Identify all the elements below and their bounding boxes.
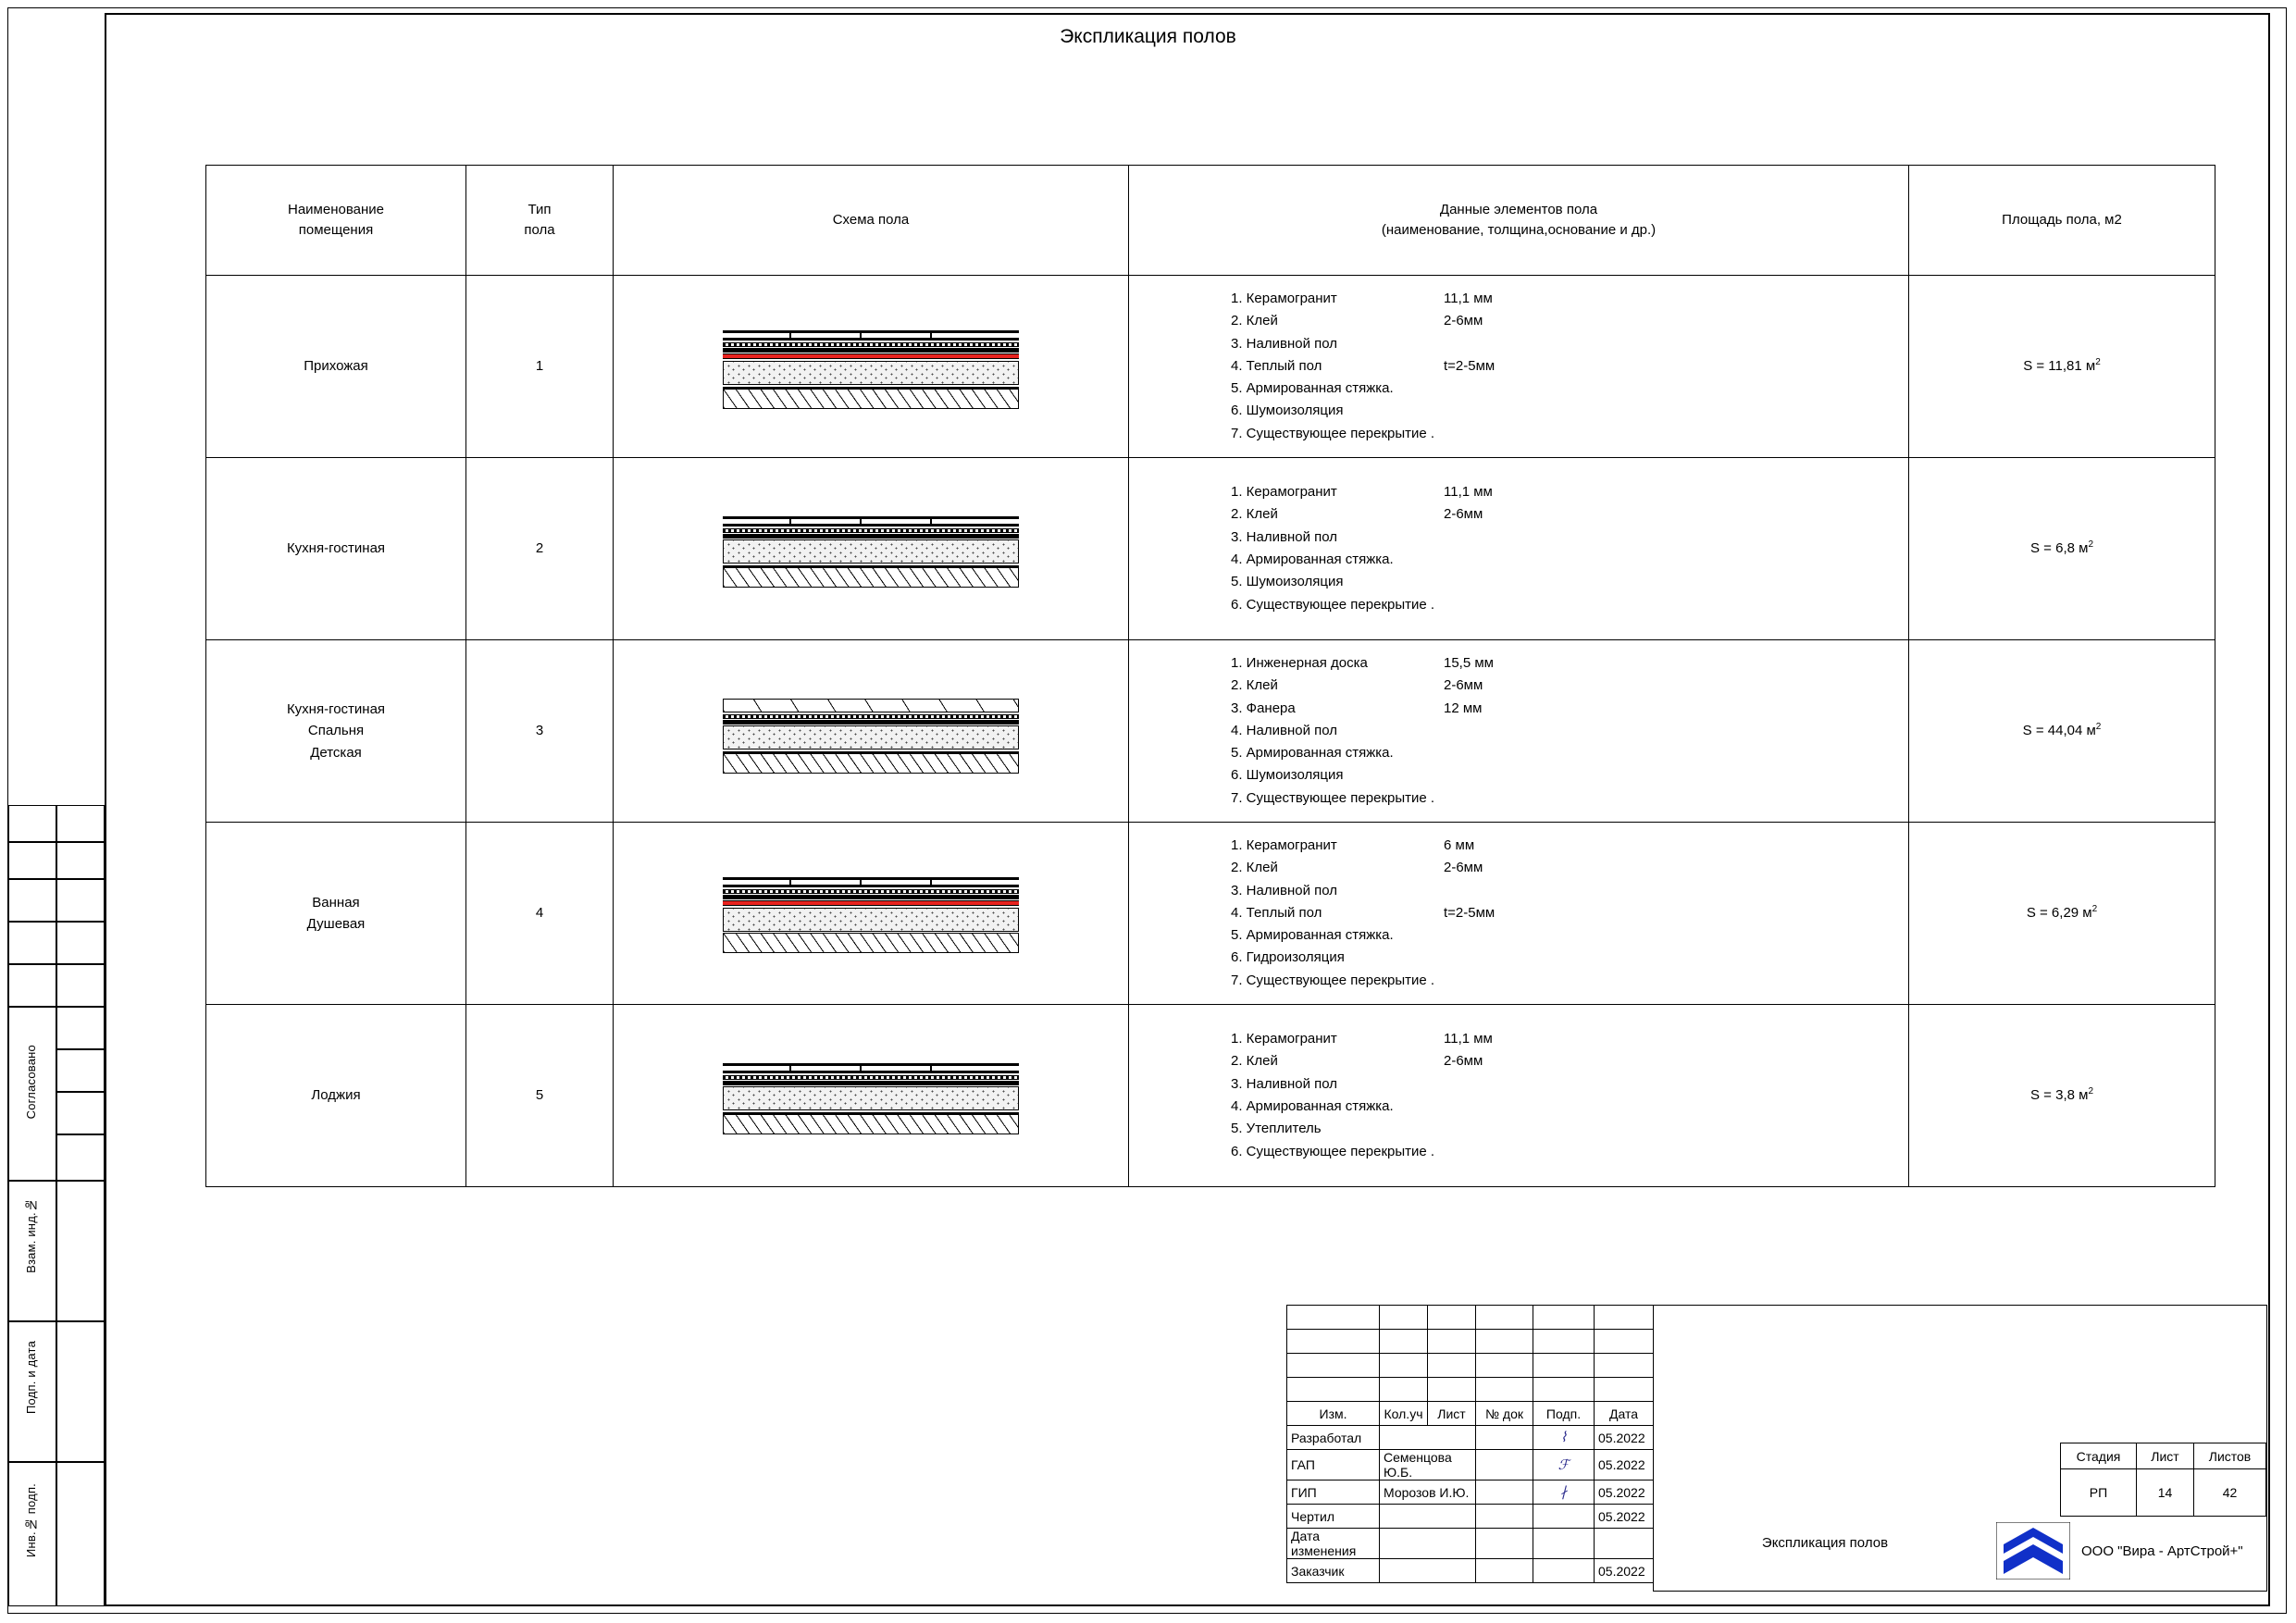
row-floor-data	[1129, 1005, 1909, 1187]
stamp-role: ГИП	[1287, 1481, 1380, 1505]
row-floor-type: 4	[466, 823, 614, 1005]
layer-value: t=2-5мм	[1444, 357, 1496, 374]
area-unit-sup: 2	[2095, 357, 2101, 368]
floor-layer-item	[1231, 857, 1908, 879]
row-floor-type: 1	[466, 276, 614, 458]
stamp-cell	[1476, 1354, 1533, 1378]
row-room-name	[206, 640, 466, 823]
floor-layer-item	[1231, 378, 1908, 400]
layer-name: 5. Армированная стяжка.	[1231, 745, 1394, 762]
stamp-person-name	[1380, 1426, 1476, 1450]
stamp-cell	[1476, 1306, 1533, 1330]
area-value: S = 6,29 м	[2026, 905, 2092, 922]
layer-name: 2. Клей	[1231, 313, 1278, 329]
stamp-date: 05.2022	[1595, 1426, 1654, 1450]
floor-layer-item	[1231, 355, 1908, 378]
floor-layer-item	[1231, 720, 1908, 742]
stamp-cell	[1476, 1378, 1533, 1402]
area-value: S = 11,81 м	[2023, 358, 2096, 375]
layer-name: 1. Инженерная доска	[1231, 654, 1368, 671]
left-grid-cell	[8, 922, 56, 964]
left-grid-cell	[8, 964, 56, 1007]
area-value: S = 3,8 м	[2030, 1087, 2089, 1104]
stamp-cell	[1428, 1330, 1476, 1354]
header-floor-scheme: Схема пола	[614, 166, 1129, 276]
header-floor-area: Площадь пола, м2	[1909, 166, 2215, 276]
layer-name: 3. Фанера	[1231, 700, 1296, 716]
row-floor-data	[1129, 276, 1909, 458]
stamp-role: Заказчик	[1287, 1559, 1380, 1583]
company-name: ООО "Вира - АртСтрой+"	[2081, 1542, 2243, 1559]
row-scheme	[614, 823, 1129, 1005]
stamp-cell	[1287, 1354, 1380, 1378]
left-grid-cell	[56, 1007, 105, 1049]
layer-name: 2. Клей	[1231, 506, 1278, 523]
table-row	[206, 823, 2215, 1005]
floor-layers-list	[1129, 481, 1908, 616]
left-grid-cell	[56, 964, 105, 1007]
stamp-cell	[1533, 1306, 1595, 1330]
area-value: S = 44,04 м	[2022, 723, 2096, 739]
header-floor-data	[1129, 166, 1909, 276]
layer-name: 6. Существующее перекрытие .	[1231, 596, 1435, 613]
left-grid-cell	[56, 1462, 105, 1606]
company-block	[1996, 1520, 2265, 1581]
floor-layer-item	[1231, 1028, 1908, 1050]
layer-name: 7. Существующее перекрытие .	[1231, 972, 1435, 988]
left-grid-cell	[56, 1134, 105, 1181]
signature-mark: ℱ	[1558, 1457, 1570, 1473]
row-scheme	[614, 1005, 1129, 1187]
layer-name: 2. Клей	[1231, 860, 1278, 876]
row-floor-type: 2	[466, 458, 614, 640]
layer-name: 2. Клей	[1231, 1053, 1278, 1070]
stamp-signature	[1533, 1481, 1595, 1505]
row-floor-area	[1909, 458, 2215, 640]
stamp-cell	[1476, 1330, 1533, 1354]
stamp-numdoc-cell	[1476, 1559, 1533, 1583]
stamp-blank-row	[1287, 1330, 1654, 1354]
layer-value: 2-6мм	[1444, 1053, 1483, 1070]
signature-mark: ∤	[1559, 1485, 1568, 1500]
stamp-person-name: Семенцова Ю.Б.	[1380, 1450, 1476, 1481]
layer-name: 6. Гидроизоляция	[1231, 949, 1345, 966]
layer-name: 5. Армированная стяжка.	[1231, 927, 1394, 944]
stamp-cell	[1287, 1306, 1380, 1330]
company-logo-icon	[1996, 1522, 2070, 1580]
layer-value: 2-6мм	[1444, 506, 1483, 523]
left-label-box-vzam	[8, 1181, 56, 1321]
left-grid-cell	[56, 1321, 105, 1462]
sheet-info-stage: РП	[2061, 1469, 2137, 1517]
stamp-person-name	[1380, 1559, 1476, 1583]
stamp-signature	[1533, 1505, 1595, 1529]
stamp-col-list: Лист	[1428, 1402, 1476, 1426]
floor-layer-item	[1231, 764, 1908, 787]
row-floor-type: 5	[466, 1005, 614, 1187]
stamp-cell	[1287, 1330, 1380, 1354]
layer-name: 1. Керамогранит	[1231, 290, 1337, 306]
layer-name: 5. Утеплитель	[1231, 1121, 1322, 1137]
floor-layer-item	[1231, 310, 1908, 332]
row-scheme	[614, 458, 1129, 640]
stamp-cell	[1533, 1330, 1595, 1354]
layer-value: 6 мм	[1444, 836, 1475, 853]
stamp-cell	[1380, 1330, 1428, 1354]
stamp-blank-row	[1287, 1378, 1654, 1402]
row-scheme	[614, 640, 1129, 823]
layer-value: 2-6мм	[1444, 313, 1483, 329]
left-grid-cell	[56, 1092, 105, 1134]
floor-buildup-diagram	[723, 327, 1019, 406]
title-block-right-panel	[1653, 1305, 2267, 1592]
floor-buildup-diagram	[723, 873, 1019, 953]
stamp-date	[1595, 1529, 1654, 1559]
header-room-name-line2: помещения	[298, 222, 374, 238]
room-name-line: Детская	[310, 744, 362, 761]
area-unit-sup: 2	[2095, 722, 2102, 733]
title-block-document-name: Экспликация полов	[1761, 1535, 1889, 1551]
layer-name: 7. Существующее перекрытие .	[1231, 789, 1435, 806]
stamp-row	[1287, 1481, 1654, 1505]
stamp-role: Дата изменения	[1287, 1529, 1380, 1559]
floor-layer-item	[1231, 423, 1908, 445]
area-unit-sup: 2	[2088, 539, 2093, 551]
layer-value: 12 мм	[1444, 700, 1483, 716]
stamp-cell	[1595, 1354, 1654, 1378]
stamp-person-name	[1380, 1505, 1476, 1529]
left-grid-cell	[8, 879, 56, 922]
stamp-numdoc-cell	[1476, 1529, 1533, 1559]
area-unit-sup: 2	[2091, 904, 2098, 915]
stamp-cell	[1595, 1306, 1654, 1330]
layer-name: 7. Существующее перекрытие .	[1231, 425, 1435, 441]
floor-layers-list	[1129, 835, 1908, 992]
floor-layer-item	[1231, 947, 1908, 969]
left-label-box-soglasovano	[8, 1007, 56, 1181]
stamp-cell	[1287, 1378, 1380, 1402]
layer-name: 6. Шумоизоляция	[1231, 403, 1344, 419]
left-grid-cell	[8, 842, 56, 879]
row-floor-area	[1909, 823, 2215, 1005]
layer-name: 3. Наливной пол	[1231, 335, 1338, 352]
left-grid-cell	[56, 1181, 105, 1321]
row-room-name	[206, 823, 466, 1005]
left-label-podp: Подп. и дата	[24, 1341, 38, 1414]
room-name-line: Ванная	[312, 894, 360, 911]
layer-name: 5. Армированная стяжка.	[1231, 380, 1394, 397]
layer-name: 1. Керамогранит	[1231, 1031, 1337, 1047]
floor-layer-item	[1231, 970, 1908, 992]
stamp-cell	[1428, 1306, 1476, 1330]
layer-name: 3. Наливной пол	[1231, 528, 1338, 545]
stamp-cell	[1595, 1378, 1654, 1402]
stamp-row	[1287, 1529, 1654, 1559]
layer-name: 1. Керамогранит	[1231, 484, 1337, 501]
table-row	[206, 640, 2215, 823]
stamp-col-data: Дата	[1595, 1402, 1654, 1426]
layer-name: 4. Армированная стяжка.	[1231, 551, 1394, 567]
floor-layer-item	[1231, 787, 1908, 810]
floor-layer-item	[1231, 1141, 1908, 1163]
floors-specification-table	[205, 165, 2215, 1187]
header-room-name	[206, 166, 466, 276]
stamp-date: 05.2022	[1595, 1450, 1654, 1481]
stamp-cell	[1380, 1354, 1428, 1378]
row-room-name: Прихожая	[206, 276, 466, 458]
stamp-numdoc-cell	[1476, 1450, 1533, 1481]
stamp-cell	[1595, 1330, 1654, 1354]
layer-value: t=2-5мм	[1444, 904, 1496, 921]
sheet-info-header-row	[2061, 1443, 2266, 1469]
layer-name: 3. Наливной пол	[1231, 1075, 1338, 1092]
left-grid-cell	[56, 805, 105, 842]
stamp-cell	[1428, 1378, 1476, 1402]
sheet-info-sheet: 14	[2137, 1469, 2194, 1517]
left-grid-cell	[56, 1049, 105, 1092]
stamp-col-podp: Подп.	[1533, 1402, 1595, 1426]
floor-layer-item	[1231, 481, 1908, 503]
left-label-box-podp	[8, 1321, 56, 1462]
stamp-cell	[1380, 1378, 1428, 1402]
layer-name: 5. Шумоизоляция	[1231, 574, 1344, 590]
table-row	[206, 1005, 2215, 1187]
table-row	[206, 458, 2215, 640]
floor-layer-item	[1231, 835, 1908, 857]
stamp-person-name: Морозов И.Ю.	[1380, 1481, 1476, 1505]
stamp-date: 05.2022	[1595, 1559, 1654, 1583]
floor-layer-item	[1231, 288, 1908, 310]
floor-layer-item	[1231, 880, 1908, 902]
header-room-name-line1: Наименование	[288, 202, 384, 218]
area-unit-sup: 2	[2088, 1086, 2093, 1097]
stamp-row	[1287, 1505, 1654, 1529]
layer-value: 11,1 мм	[1444, 1031, 1493, 1047]
stamp-cell	[1533, 1378, 1595, 1402]
stamp-col-izm: Изм.	[1287, 1402, 1380, 1426]
layer-name: 6. Шумоизоляция	[1231, 767, 1344, 784]
floor-layers-list	[1129, 288, 1908, 445]
floor-layer-item	[1231, 652, 1908, 675]
stamp-header-row	[1287, 1402, 1654, 1426]
left-grid-cell	[56, 879, 105, 922]
layer-value: 2-6мм	[1444, 677, 1483, 694]
left-grid-cell	[56, 842, 105, 879]
stamp-blank-row	[1287, 1354, 1654, 1378]
layer-name: 4. Армированная стяжка.	[1231, 1098, 1394, 1114]
sheet-info-value-row	[2061, 1469, 2266, 1517]
floor-layer-item	[1231, 902, 1908, 924]
stamp-signature	[1533, 1559, 1595, 1583]
layer-name: 4. Теплый пол	[1231, 357, 1322, 374]
left-grid-cell	[8, 805, 56, 842]
room-name-line: Кухня-гостиная	[286, 701, 386, 718]
stamp-numdoc-cell	[1476, 1426, 1533, 1450]
title-block-left-table	[1286, 1305, 1654, 1583]
header-floor-data-line1: Данные элементов пола	[1439, 202, 1598, 218]
room-name-line: Спальня	[307, 723, 365, 739]
row-scheme	[614, 276, 1129, 458]
floor-layer-item	[1231, 400, 1908, 422]
row-floor-type: 3	[466, 640, 614, 823]
floor-layer-item	[1231, 571, 1908, 593]
stamp-signature	[1533, 1450, 1595, 1481]
room-name-line: Душевая	[306, 916, 366, 932]
sheet-info-header-sheets: Листов	[2194, 1443, 2266, 1469]
row-floor-data	[1129, 458, 1909, 640]
stamp-blank-row	[1287, 1306, 1654, 1330]
floor-layer-item	[1231, 675, 1908, 697]
stamp-role: Разработал	[1287, 1426, 1380, 1450]
layer-value: 11,1 мм	[1444, 484, 1493, 501]
floor-layer-item	[1231, 1096, 1908, 1118]
stamp-row	[1287, 1426, 1654, 1450]
layer-name: 1. Керамогранит	[1231, 836, 1337, 853]
sheet-info-table	[2060, 1443, 2266, 1517]
table-row	[206, 276, 2215, 458]
floor-layer-item	[1231, 527, 1908, 549]
floor-layer-item	[1231, 742, 1908, 764]
floor-layers-list	[1129, 1028, 1908, 1163]
stamp-role: ГАП	[1287, 1450, 1380, 1481]
stamp-numdoc-cell	[1476, 1481, 1533, 1505]
floor-layer-item	[1231, 594, 1908, 616]
floor-buildup-diagram	[723, 1056, 1019, 1135]
stamp-role: Чертил	[1287, 1505, 1380, 1529]
stamp-row	[1287, 1450, 1654, 1481]
stamp-date: 05.2022	[1595, 1481, 1654, 1505]
left-label-vzam: Взам. инд.№	[24, 1198, 38, 1273]
row-floor-data	[1129, 823, 1909, 1005]
layer-name: 2. Клей	[1231, 677, 1278, 694]
floor-layer-item	[1231, 503, 1908, 526]
sheet-info-header-sheet: Лист	[2137, 1443, 2194, 1469]
header-floor-type-line2: пола	[524, 222, 555, 238]
sheet-info-header-stage: Стадия	[2061, 1443, 2137, 1469]
layer-name: 3. Наливной пол	[1231, 882, 1338, 898]
floor-layer-item	[1231, 549, 1908, 571]
floor-buildup-diagram	[723, 691, 1019, 771]
header-floor-data-line2: (наименование, толщина,основание и др.)	[1381, 222, 1657, 238]
row-room-name: Лоджия	[206, 1005, 466, 1187]
page-title: Экспликация полов	[1060, 26, 1236, 47]
layer-name: 4. Наливной пол	[1231, 722, 1338, 738]
floor-layer-item	[1231, 1073, 1908, 1096]
layer-value: 15,5 мм	[1444, 654, 1494, 671]
floor-layer-item	[1231, 333, 1908, 355]
stamp-signature	[1533, 1529, 1595, 1559]
header-floor-type	[466, 166, 614, 276]
signature-mark: ⌇	[1559, 1431, 1568, 1445]
left-label-soglasovano: Согласовано	[24, 1045, 38, 1120]
floor-layer-item	[1231, 698, 1908, 720]
floor-layers-list	[1129, 652, 1908, 810]
stamp-person-name	[1380, 1529, 1476, 1559]
stamp-row	[1287, 1559, 1654, 1583]
floor-layer-item	[1231, 924, 1908, 947]
left-label-inv: Инв.№ подп.	[24, 1483, 38, 1558]
stamp-cell	[1428, 1354, 1476, 1378]
layer-value: 2-6мм	[1444, 860, 1483, 876]
stamp-signature	[1533, 1426, 1595, 1450]
row-room-name: Кухня-гостиная	[206, 458, 466, 640]
stamp-cell	[1380, 1306, 1428, 1330]
left-label-box-inv	[8, 1462, 56, 1606]
row-floor-area	[1909, 1005, 2215, 1187]
sheet-info-sheets: 42	[2194, 1469, 2266, 1517]
row-floor-area	[1909, 276, 2215, 458]
floor-layer-item	[1231, 1118, 1908, 1140]
row-floor-area	[1909, 640, 2215, 823]
stamp-date: 05.2022	[1595, 1505, 1654, 1529]
area-value: S = 6,8 м	[2030, 540, 2089, 557]
stamp-col-numdoc: № док	[1476, 1402, 1533, 1426]
layer-value: 11,1 мм	[1444, 290, 1493, 306]
floor-layer-item	[1231, 1050, 1908, 1072]
table-header-row	[206, 166, 2215, 276]
floor-buildup-diagram	[723, 509, 1019, 588]
layer-name: 4. Теплый пол	[1231, 904, 1322, 921]
header-floor-type-line1: Тип	[527, 202, 552, 218]
layer-name: 6. Существующее перекрытие .	[1231, 1143, 1435, 1159]
left-grid-cell	[56, 922, 105, 964]
stamp-col-koluch: Кол.уч	[1380, 1402, 1428, 1426]
stamp-cell	[1533, 1354, 1595, 1378]
row-floor-data	[1129, 640, 1909, 823]
stamp-numdoc-cell	[1476, 1505, 1533, 1529]
